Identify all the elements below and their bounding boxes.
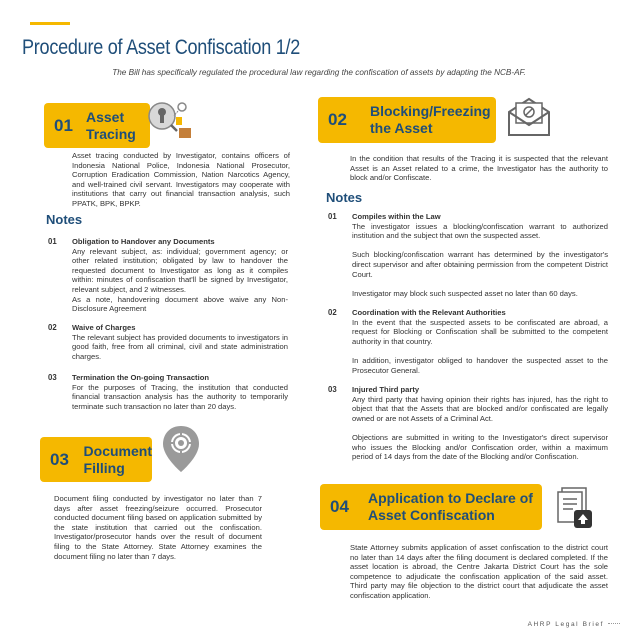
section-02-body: In the condition that results of the Tracing it is suspected that the relevant Asset is an Asset related to a crime, the Investigator has the authority to block and/or Confiscate. (350, 154, 608, 183)
note-item: 01 Obligation to Handover any Documents Any relevant subject, as: individual; government agency; or other related institution; obligated by law to handover the requested document to Investigator as long as it compiles within: minutes of confiscation that'll be signed by Investigator, relevant subject, and 2 witnesses. As a note, handovering document above waive any Non-Disclosure Agreement (48, 237, 288, 314)
notes-heading: Notes (326, 190, 363, 205)
asset-tracing-icon (146, 98, 194, 149)
accent-bar (30, 22, 70, 25)
page-title: Procedure of Asset Confiscation 1/2 (22, 36, 301, 59)
section-number: 02 (328, 110, 347, 129)
footer-divider (608, 623, 620, 626)
section-01-header (44, 103, 150, 148)
section-title: Application to Declare of Asset Confiscation (368, 490, 533, 523)
section-04-body: State Attorney submits application of asset confiscation to the district court no later than 14 days after the filing document is declared completed. If the asset location is abroad, the Centre Jakarta District Court has the sole competence to adjudicate the confiscation application of the said asset. Third party may file objection to the district court that adjudicate the asset confiscation application. (350, 543, 608, 600)
notes-heading: Notes (46, 212, 83, 227)
document-upload-icon (556, 486, 598, 535)
note-item: 01 Compiles within the Law The investigator issues a blocking/confiscation warrant to authorized institution and the subject that own the suspected asset. Such blocking/confiscation warrant has determined by the investigator's direct supervisor and after obtaining permission from the competent District Court. Investigator may block such suspected asset no later than 60 days. (328, 212, 608, 298)
section-number: 03 (50, 449, 69, 469)
note-item: 03 Injured Third party Any third party that having opinion their rights has injured, has the right to object that that the Assets that are blocked and/or confiscated are legally owned or are not Assets of a Criminal Act. Objections are submitted in writing to the Investigator's direct supervisor who issues the Blocking and/or Confiscation order, within a maximum period of 14 days from the date of the Blocking and/or Confiscation. (328, 385, 608, 462)
section-03-header (40, 437, 152, 482)
section-number: 04 (330, 497, 349, 516)
section-number: 01 (54, 115, 73, 135)
section-title: Asset Tracing (86, 108, 136, 142)
section-03-body: Document filing conducted by investigator no later than 7 days after asset freezing/seizure occurred. Prosecutor conducted document filing based on application submitted by the state institution that carried out the confiscation. Investigator/prosecutor hands over the result of document filing to the State Attorney. State Attorney examines the document filing no later than 7 days. (54, 494, 262, 561)
gear-pin-icon (160, 424, 202, 479)
envelope-block-icon (506, 96, 552, 143)
note-item: 02 Coordination with the Relevant Authorities In the event that the suspected assets to be confiscated are abroad, a request for Blocking or Confiscation shall be submitted to the competent authority in that country. In addition, investigator obliged to handover the suspected asset to the Prosecutor General. (328, 308, 608, 375)
section-title: Document Filling (83, 442, 152, 476)
section-title: Blocking/Freezing the Asset (370, 103, 491, 136)
page-subtitle: The Bill has specifically regulated the procedural law regarding the confiscation of assets by adapting the NCB-AF. (112, 68, 526, 77)
section-02-header (318, 97, 496, 143)
note-item: 03 Termination the On-going Transaction For the purposes of Tracing, the institution that conducted financial transaction analysis has the authority to temporarily terminate such transaction no later than 20 days. (48, 373, 288, 411)
section-01-body: Asset tracing conducted by Investigator, contains officers of Indonesia National Police, Indonesia National Prosecutor, Corruption Eradication Commission, Nation Narcotics Agency, and well-trained civil servant. Investigators may cooperate with institutions that carry out financial transaction analysis, such PPATK, BPK, BPKP. (72, 151, 290, 208)
note-item: 02 Waive of Charges The relevant subject has provided documents to investigators in good faith, free from all criminal, civil and state administration charges. (48, 323, 288, 361)
section-04-header (320, 484, 542, 530)
footer-brand: AHRP Legal Brief (527, 621, 604, 628)
